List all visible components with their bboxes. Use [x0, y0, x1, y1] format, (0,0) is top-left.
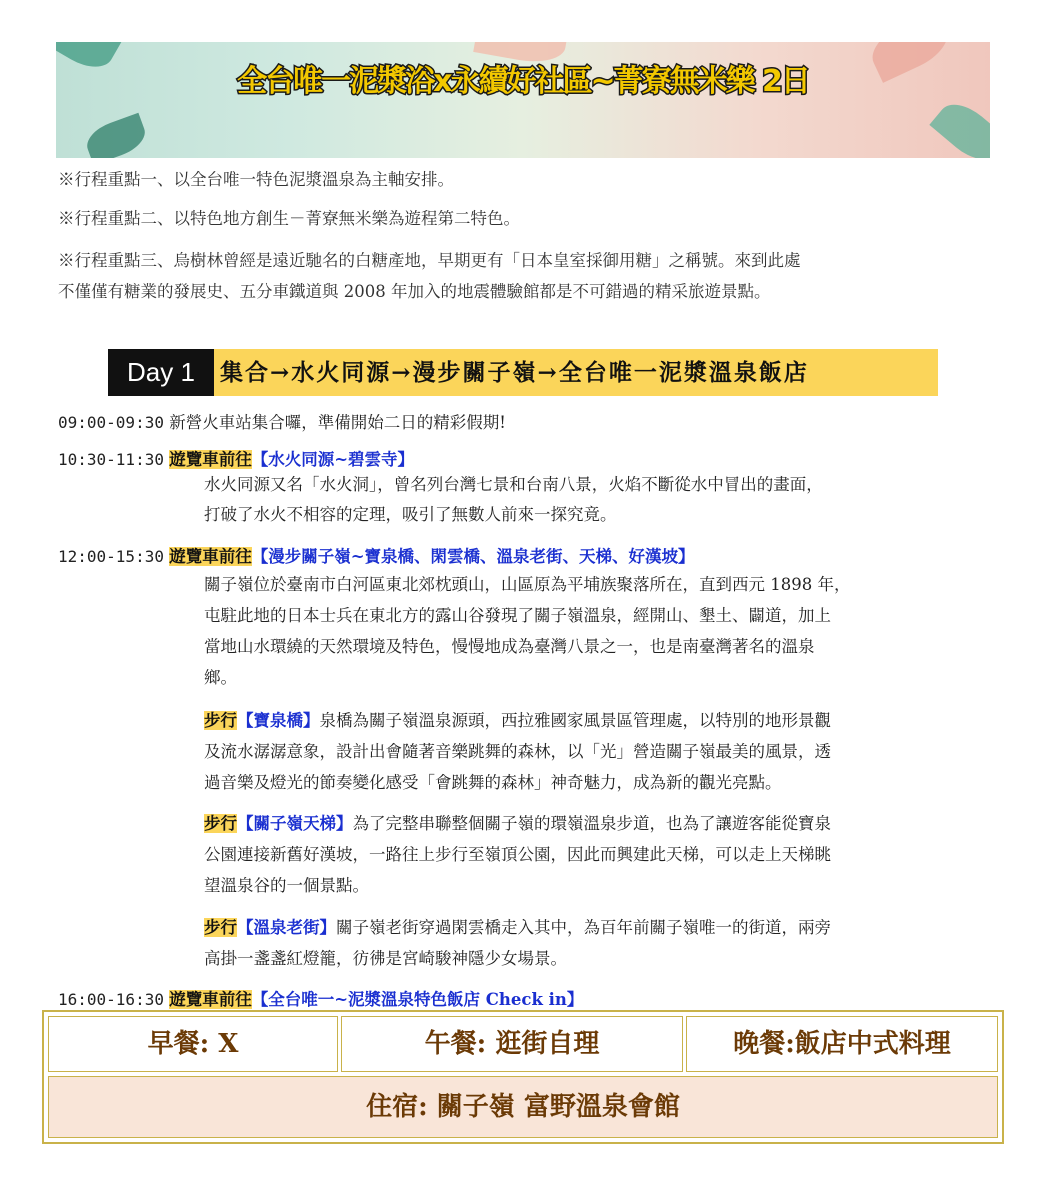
highlight-note-2: ※行程重點二、以特色地方創生－菁寮無米樂為遊程第二特色。 [58, 209, 520, 228]
destination-label: 【水火同源~碧雲寺】 [251, 450, 415, 469]
destination-label: 【漫步關子嶺~寶泉橋、閑雲橋、溫泉老街、天梯、好漢坡】 [251, 547, 695, 566]
breakfast-cell: 早餐: X [48, 1016, 338, 1072]
schedule-time: 12:00-15:30 [58, 547, 164, 566]
lunch-cell: 午餐: 逛街自理 [341, 1016, 683, 1072]
description-line: 關子嶺位於臺南市白河區東北郊枕頭山，山區原為平埔族聚落所在，直到西元 1898 年， [204, 575, 851, 594]
title-banner [56, 42, 990, 158]
leaf-decoration [82, 113, 150, 158]
highlight-note-1: ※行程重點一、以全台唯一特色泥漿溫泉為主軸安排。 [58, 170, 454, 189]
meal-table [42, 1010, 1004, 1144]
walk-name: 【關子嶺天梯】 [237, 814, 353, 833]
walk-name: 【溫泉老街】 [237, 918, 336, 937]
highlight-note-3-cont: 不僅僅有糖業的發展史、五分車鐵道與 2008 年加入的地震體驗館都是不可錯過的精采旅遊景點。 [58, 282, 771, 301]
transport-tag: 遊覽車前往 [169, 547, 252, 566]
schedule-time: 09:00-09:30 [58, 413, 164, 432]
walk-text: 公園連接新舊好漢坡，一路往上步行至嶺頂公園，因此而興建此天梯，可以走上天梯眺 [204, 845, 831, 864]
day-header [108, 349, 938, 396]
destination-description [204, 470, 823, 530]
description-line: 當地山水環繞的天然環境及特色，慢慢地成為臺灣八景之一，也是南臺灣著名的溫泉 [204, 637, 815, 656]
schedule-item [58, 446, 414, 470]
description-line: 打破了水火不相容的定理，吸引了無數人前來一探究竟。 [204, 505, 617, 524]
schedule-time: 10:30-11:30 [58, 450, 164, 469]
walk-tag: 步行 [204, 711, 237, 730]
walk-tag: 步行 [204, 918, 237, 937]
walk-text: 為了完整串聯整個關子嶺的環嶺溫泉步道，也為了讓遊客能從寶泉 [352, 814, 831, 833]
transport-tag: 遊覽車前往 [169, 450, 252, 469]
walk-text: 高掛一盞盞紅燈籠，彷彿是宮崎駿神隱少女場景。 [204, 949, 567, 968]
walk-name: 【寶泉橋】 [237, 711, 320, 730]
schedule-time: 16:00-16:30 [58, 990, 164, 1009]
transport-tag: 遊覽車前往 [169, 990, 252, 1009]
banner-title: 全台唯一泥漿浴x永續好社區~菁寮無米樂 2日 [237, 64, 809, 99]
schedule-item [58, 543, 695, 567]
schedule-item [58, 986, 583, 1010]
description-line: 水火同源又名「水火洞」，曾名列台灣七景和台南八景，火焰不斷從水中冒出的畫面， [204, 475, 823, 494]
leaf-decoration [929, 94, 990, 158]
walk-item [204, 912, 831, 974]
walk-text: 及流水潺潺意象，設計出會隨著音樂跳舞的森林，以「光」營造關子嶺最美的風景，透 [204, 742, 831, 761]
walk-text: 過音樂及燈光的節奏變化感受「會跳舞的森林」神奇魅力，成為新的觀光亮點。 [204, 773, 782, 792]
walk-text: 望溫泉谷的一個景點。 [204, 876, 369, 895]
dinner-cell: 晚餐:飯店中式料理 [686, 1016, 998, 1072]
schedule-item [58, 409, 506, 433]
accommodation-cell: 住宿: 關子嶺 富野溫泉會館 [48, 1076, 998, 1138]
highlight-note-3: ※行程重點三、烏樹林曾經是遠近馳名的白糖產地，早期更有「日本皇室採御用糖」之稱號。來到此處 [58, 251, 801, 270]
walk-item [204, 808, 831, 901]
walk-item [204, 705, 831, 798]
walk-text: 關子嶺老街穿過閑雲橋走入其中，為百年前關子嶺唯一的街道，兩旁 [336, 918, 831, 937]
day-label: Day 1 [108, 349, 214, 396]
description-line: 屯駐此地的日本士兵在東北方的露山谷發現了關子嶺溫泉，經開山、墾土、闢道，加上 [204, 606, 831, 625]
day-route: 集合→水火同源→漫步關子嶺→全台唯一泥漿溫泉飯店 [220, 359, 809, 386]
walk-tag: 步行 [204, 814, 237, 833]
destination-label: 【全台唯一~泥漿溫泉特色飯店 Check in】 [251, 990, 584, 1009]
schedule-text: 新營火車站集合囉，準備開始二日的精彩假期! [169, 413, 506, 432]
description-line: 鄉。 [204, 668, 237, 687]
destination-description [204, 569, 850, 693]
walk-text: 泉橋為關子嶺溫泉源頭，西拉雅國家風景區管理處，以特別的地形景觀 [319, 711, 831, 730]
